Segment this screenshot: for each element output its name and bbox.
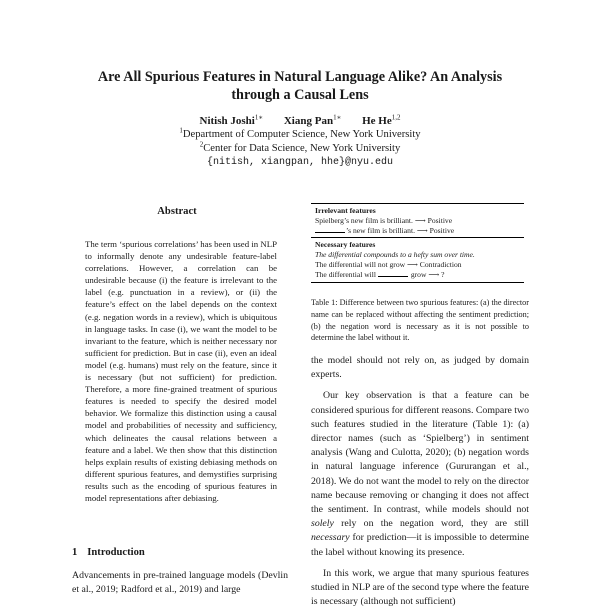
author-2: Xiang Pan$^{1∗}$ bbox=[283, 113, 342, 127]
right-column-text bbox=[311, 354, 529, 616]
abstract-heading: Abstract bbox=[157, 206, 197, 217]
paragraph-this-work: In this work, we argue that many spurious features studied in NLP are of the second type where the feature is necessary (although not sufficient) bbox=[311, 567, 529, 608]
table-necessary-row-1: The differential compounds to a hefty sum over time. bbox=[315, 250, 475, 260]
author-1: Nitish Joshi$^{1∗}$ bbox=[199, 113, 264, 127]
paper-title bbox=[60, 68, 540, 104]
table-irrelevant-row-1: Spielberg’s new film is brilliant. ⟶ Positive bbox=[315, 215, 453, 225]
title-line-2: through a Causal Lens bbox=[231, 87, 369, 103]
paragraph-continuation: the model should not rely on, as judged by domain experts. bbox=[311, 355, 529, 381]
abstract-heading-wrap bbox=[72, 205, 282, 219]
table-necessary-section bbox=[311, 238, 524, 281]
table-bottom-rule bbox=[311, 282, 524, 283]
table-necessary-row-3: The differential will grow ⟶ ? bbox=[315, 269, 445, 279]
table-caption: Table 1: Difference between two spurious features: (a) the director name can be replaced without affecting the sentiment prediction; (b) the negation word is necessary as it is not possible to determine the label without it. bbox=[311, 298, 529, 343]
author-email: {nitish, xiangpan, hhe}@nyu.edu bbox=[206, 157, 394, 168]
affiliation-1: $^1$Department of Computer Science, New York University bbox=[179, 126, 421, 140]
intro-text: Advancements in pre-trained language models (Devlin et al., 2019; Radford et al., 2019) and large bbox=[72, 570, 288, 596]
table-irrelevant-section bbox=[311, 204, 524, 237]
blank-slot bbox=[315, 226, 345, 233]
abstract-text: The term ‘spurious correlations’ has been used in NLP to informally denote any undesirable feature-label correlations. However, a correlation can be undesirable because (i) the feature is irrelevant to the label (e.g. punctuation in a review), or (ii) the feature’s effect on the label depends on the context (e.g. negation words in a review), which is ubiquitous in language tasks. In case (i), we want the model to be invariant to the feature, which is neither necessary nor sufficient for prediction. But in case (ii), even an ideal model (e.g. humans) must rely on the feature, since it is necessary (but not sufficient) for prediction. Therefore, a more fine-grained treatment of spurious features is needed to specify the desired model behavior. We formalize this distinction using a causal model and probabilities of necessity and sufficiency, which delineates the causal relations between a feature and a label. We then show that this distinction helps explain results of existing debiasing methods on different spurious features, and demystifies surprising results such as the encoding of spurious features in model representations after debiasing. bbox=[85, 239, 277, 503]
section-title: Introduction bbox=[87, 547, 145, 558]
section-number: 1 bbox=[72, 547, 78, 558]
affiliation-2: $^2$Center for Data Science, New York University bbox=[199, 140, 401, 154]
section-heading-introduction bbox=[72, 547, 145, 558]
table-necessary-heading: Necessary features bbox=[315, 240, 376, 250]
table-irrelevant-heading: Irrelevant features bbox=[315, 206, 376, 215]
blank-slot bbox=[378, 270, 408, 277]
author-3: He He$^{1,2}$ bbox=[362, 113, 401, 127]
paragraph-key-observation: Our key observation is that a feature can be considered spurious for different reasons. Compare two such features studied in the literature (Table 1): (a) director names (such as ‘Spielberg’) in sentiment analysis (Wang and Culotta, 2020); (b) negation words in natural language inference (Gururangan et al., 2018). We do not want the model to rely on the director name because removing or changing it does not affect the sentiment. In contrast, while models should not solely rely on the negation word, they are still necessary for prediction—it is impossible to determine the label without knowing its presence. bbox=[311, 390, 529, 558]
table-necessary-row-2: The differential will not grow ⟶ Contradiction bbox=[315, 259, 462, 269]
title-line-1: Are All Spurious Features in Natural Language Alike? An Analysis bbox=[97, 69, 503, 85]
table-irrelevant-row-2: ’s new film is brilliant. ⟶ Positive bbox=[315, 226, 520, 236]
table-1 bbox=[311, 203, 524, 283]
author-names bbox=[60, 114, 540, 128]
author-block bbox=[60, 114, 540, 170]
